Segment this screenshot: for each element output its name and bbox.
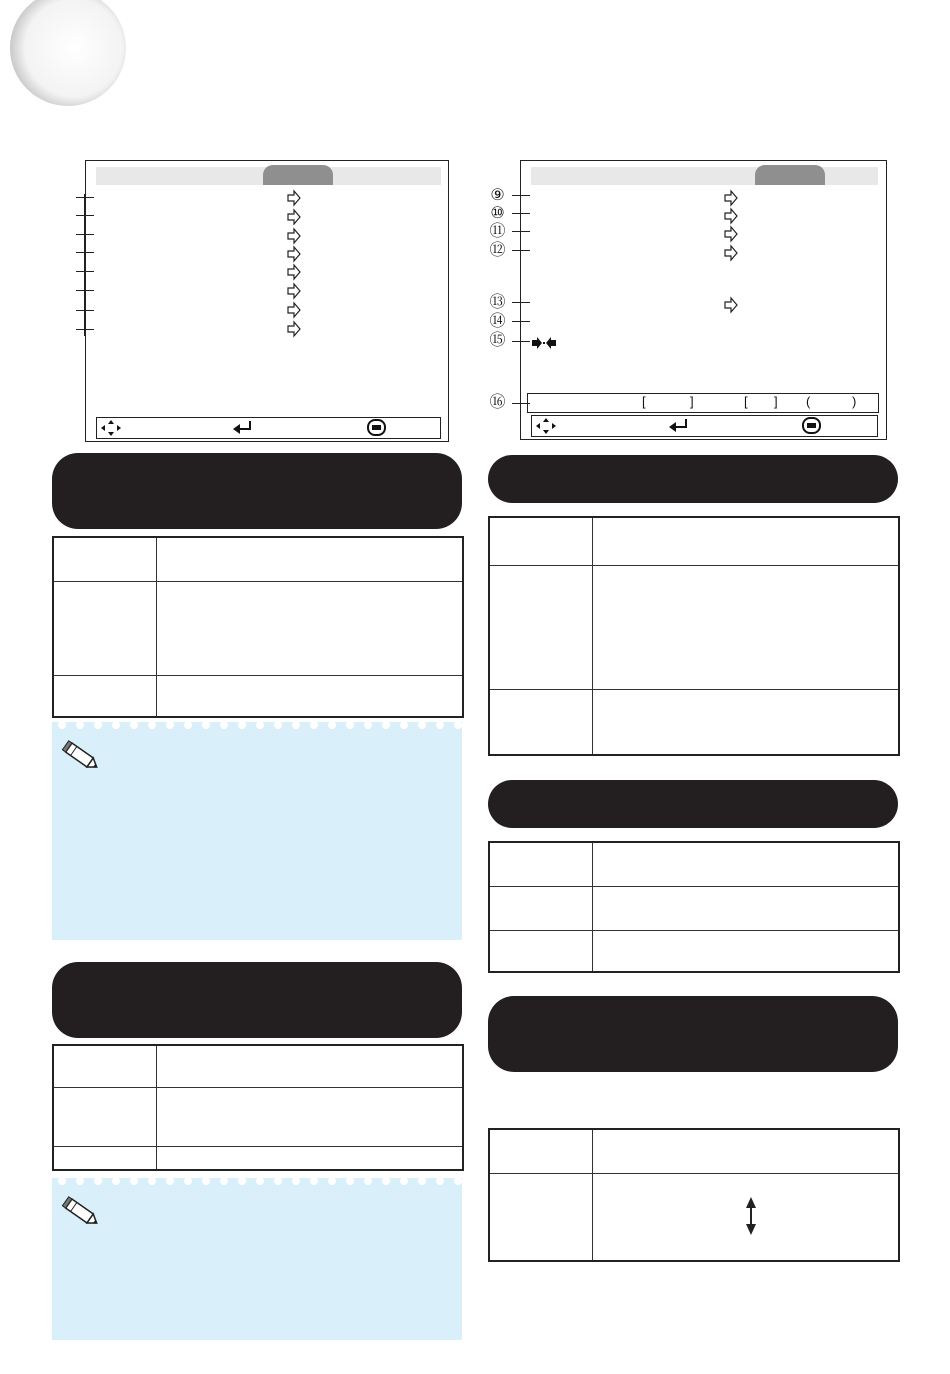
page-corner-decoration <box>0 0 140 120</box>
callout-11: ⑪ <box>489 223 506 240</box>
up-down-arrow-icon <box>744 1196 758 1236</box>
left-submenu-arrows <box>286 189 306 339</box>
table-row <box>53 675 463 717</box>
section-heading-right-1 <box>488 455 898 503</box>
spec-table-left-2 <box>52 1044 464 1171</box>
select-arrows-icon <box>100 419 122 437</box>
section-heading-right-2 <box>488 780 898 828</box>
status-paren-open: ( <box>806 394 811 409</box>
swap-arrows-icon <box>531 336 557 350</box>
callout-12: ⑫ <box>489 242 506 259</box>
right-menu-screen <box>520 160 887 440</box>
status-bracket-open-2: [ <box>744 394 748 409</box>
section-heading-left-2 <box>52 962 462 1038</box>
status-paren-close: ) <box>852 394 857 409</box>
right-menu-bar <box>531 167 878 185</box>
table-row <box>489 517 899 565</box>
note-box-left-2 <box>52 1178 462 1340</box>
table-row <box>53 1146 463 1170</box>
table-row <box>53 581 463 675</box>
status-bracket-open-1: [ <box>642 394 646 409</box>
table-row <box>489 1129 899 1173</box>
left-menu-screen <box>85 160 449 442</box>
table-row <box>53 1087 463 1146</box>
spec-table-right-2 <box>488 841 900 973</box>
pencil-note-icon <box>60 1194 100 1230</box>
table-row <box>489 842 899 886</box>
table-row <box>53 537 463 581</box>
left-nav-bar <box>96 417 441 439</box>
callout-16: ⑯ <box>489 394 506 411</box>
callout-10: ⑩ <box>490 205 505 222</box>
spec-table-right-3 <box>488 1128 900 1262</box>
table-row <box>489 930 899 972</box>
enter-icon <box>668 418 690 432</box>
callout-9: ⑨ <box>490 187 505 204</box>
select-arrows-icon <box>535 417 557 435</box>
right-menu-active-tab[interactable] <box>755 165 825 185</box>
callout-15: ⑮ <box>489 332 506 349</box>
table-row <box>489 689 899 755</box>
menu-icon <box>802 417 822 435</box>
spec-table-left-1 <box>52 536 464 718</box>
status-bracket-close-1: ] <box>690 394 694 409</box>
enter-icon <box>232 420 254 434</box>
right-nav-bar <box>531 415 878 437</box>
spec-table-right-1 <box>488 516 900 756</box>
status-bracket-close-2: ] <box>774 394 778 409</box>
note-perforation <box>52 1178 462 1188</box>
right-submenu-arrows <box>723 189 743 319</box>
table-row <box>489 886 899 930</box>
callout-14: ⑭ <box>489 313 506 330</box>
note-perforation <box>52 722 462 732</box>
menu-icon <box>367 419 387 437</box>
left-menu-active-tab[interactable] <box>263 165 333 185</box>
section-heading-right-3 <box>488 996 898 1072</box>
table-row <box>489 565 899 689</box>
section-heading-left-1 <box>52 453 462 529</box>
table-row <box>53 1045 463 1087</box>
status-box <box>527 393 879 413</box>
pencil-note-icon <box>60 738 100 774</box>
callout-13: ⑬ <box>489 294 506 311</box>
table-row <box>489 1173 899 1261</box>
note-box-left-1 <box>52 722 462 940</box>
